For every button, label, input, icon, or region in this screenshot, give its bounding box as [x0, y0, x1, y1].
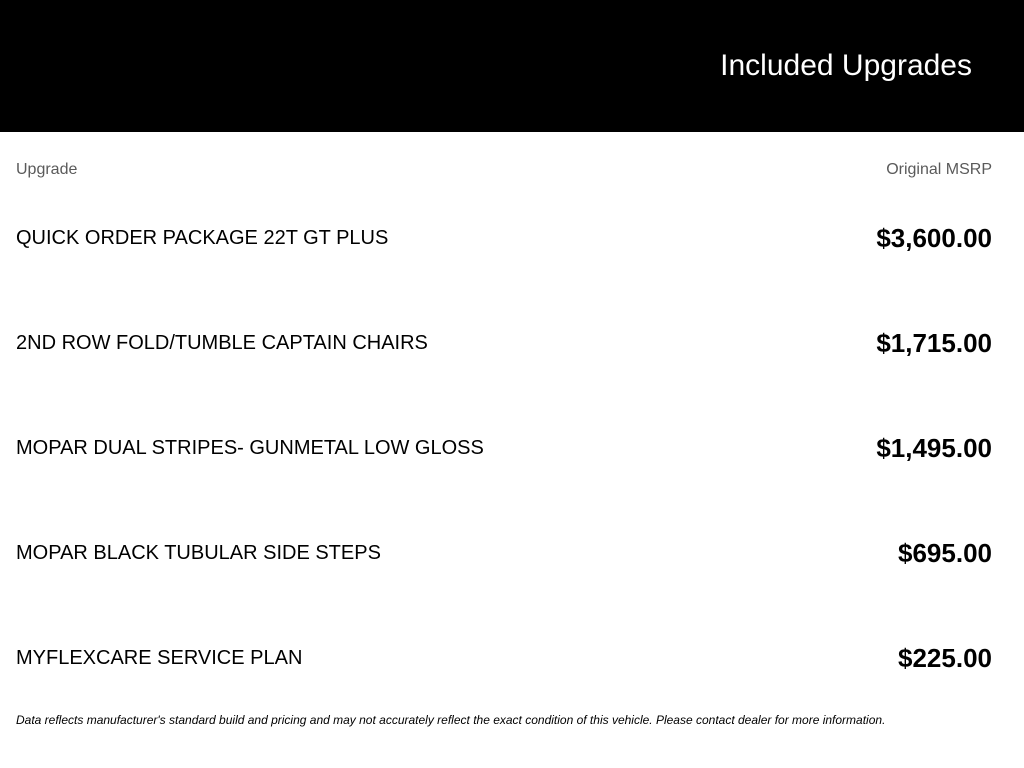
upgrade-row	[16, 185, 992, 290]
upgrade-price: $1,495.00	[876, 432, 992, 463]
column-header-upgrade: Upgrade	[16, 161, 78, 178]
upgrade-price: $695.00	[898, 537, 992, 568]
upgrades-list	[16, 185, 992, 710]
upgrade-name: MOPAR BLACK TUBULAR SIDE STEPS	[16, 541, 381, 564]
upgrade-name: 2ND ROW FOLD/TUMBLE CAPTAIN CHAIRS	[16, 331, 428, 354]
disclaimer-text: Data reflects manufacturer's standard build and pricing and may not accurately reflect the exact condition of this vehicle. Please contact dealer for more information.	[16, 713, 886, 727]
header-bar	[0, 0, 1024, 132]
upgrade-price: $225.00	[898, 642, 992, 673]
upgrade-name: MOPAR DUAL STRIPES- GUNMETAL LOW GLOSS	[16, 436, 484, 459]
column-headers	[16, 160, 992, 180]
upgrade-name: QUICK ORDER PACKAGE 22T GT PLUS	[16, 226, 389, 249]
upgrade-row	[16, 290, 992, 395]
upgrade-name: MYFLEXCARE SERVICE PLAN	[16, 646, 303, 669]
upgrade-row	[16, 605, 992, 710]
upgrade-row	[16, 395, 992, 500]
page-title: Included Upgrades	[720, 49, 972, 82]
column-header-msrp: Original MSRP	[886, 161, 992, 178]
upgrade-price: $1,715.00	[876, 327, 992, 358]
upgrade-price: $3,600.00	[876, 222, 992, 253]
upgrade-row	[16, 500, 992, 605]
